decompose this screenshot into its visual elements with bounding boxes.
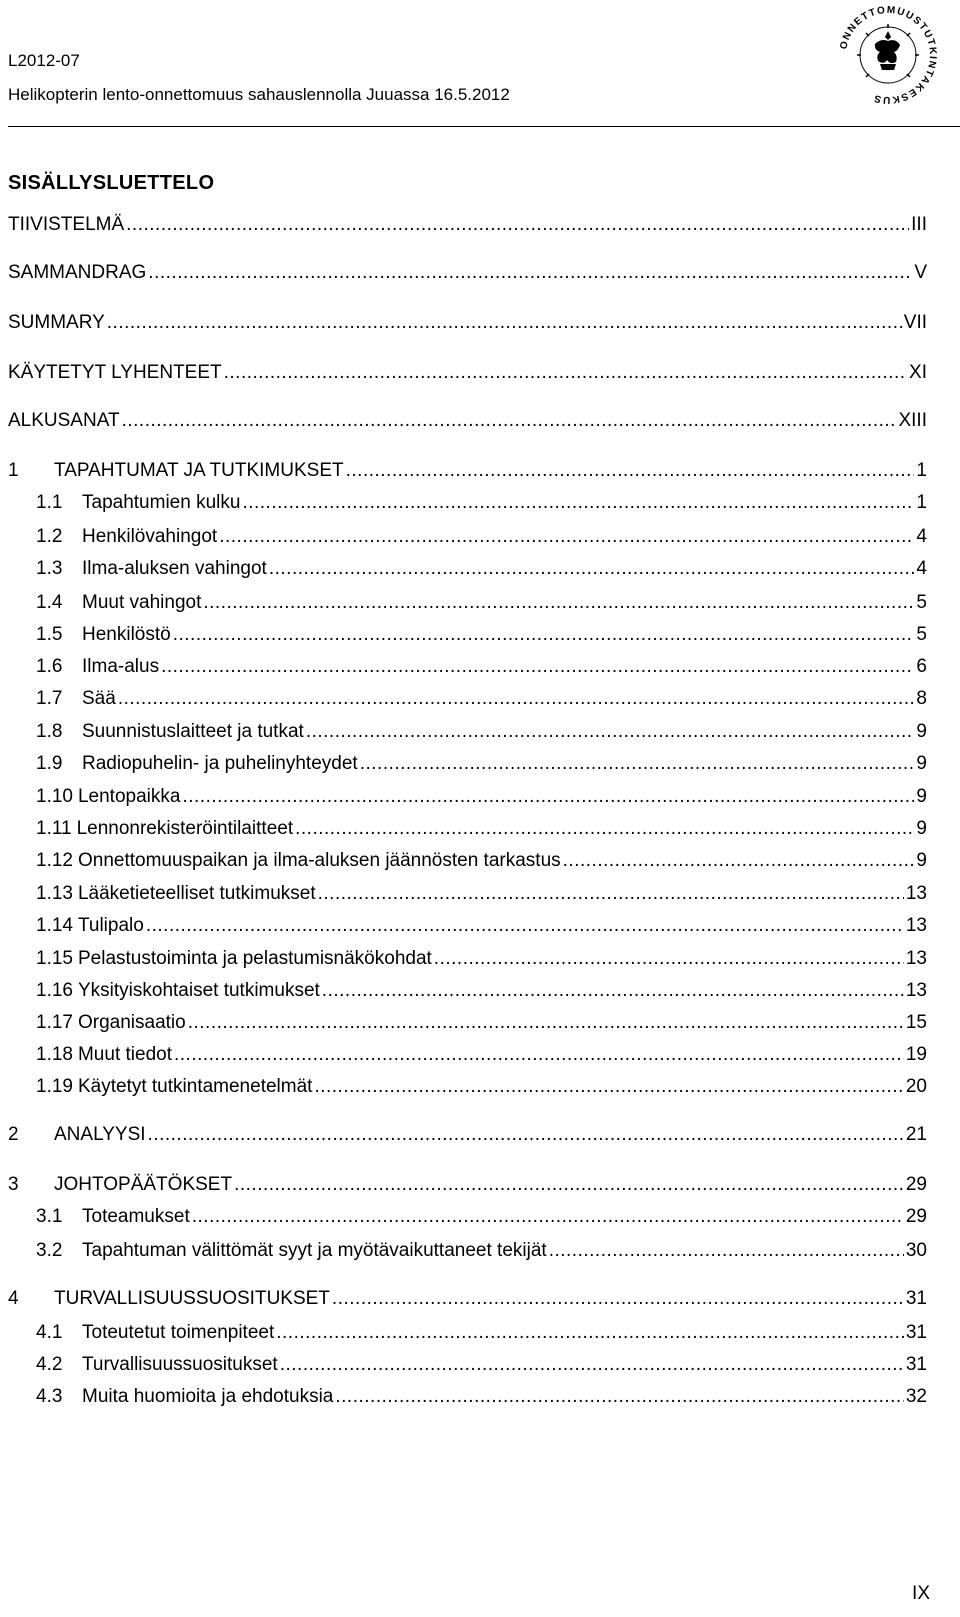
- dot-leader: [203, 592, 914, 614]
- toc-entry-number: 1.16: [36, 980, 73, 1001]
- toc-entry-number: 1.18: [36, 1044, 73, 1065]
- toc-entry-page: 8: [916, 688, 927, 709]
- toc-entry-page: 19: [905, 1044, 927, 1065]
- dot-leader: [118, 688, 915, 710]
- dot-leader: [318, 883, 904, 905]
- toc-entry-label: [8, 362, 222, 384]
- toc-entry[interactable]: [8, 1072, 927, 1098]
- toc-entry-page: 15: [905, 1012, 927, 1033]
- toc-entry-number: 4: [8, 1288, 19, 1309]
- toc-entry-title: TURVALLISUUSSUOSITUKSET: [54, 1288, 330, 1309]
- dot-leader: [148, 1124, 904, 1146]
- toc-entry-number: 1.2: [36, 526, 63, 547]
- toc-entry-page: 9: [916, 818, 927, 839]
- document-header: [8, 50, 510, 106]
- dot-leader: [126, 214, 909, 236]
- toc-entry[interactable]: [8, 814, 927, 840]
- toc-entry-page: 29: [905, 1206, 927, 1227]
- dot-leader: [173, 624, 915, 646]
- logo-ring-text: ONNETTOMUUSTUTKINTAKESKUS: [838, 4, 939, 106]
- toc-entry[interactable]: [8, 1202, 927, 1228]
- toc-entry-label: [36, 492, 240, 514]
- toc-entry-title: Sää: [82, 688, 116, 709]
- toc-entry-title: ALKUSANAT: [8, 410, 120, 431]
- toc-entry-number: 1.5: [36, 624, 63, 645]
- toc-entry[interactable]: [8, 782, 927, 808]
- toc-entry[interactable]: [8, 976, 927, 1002]
- toc-entry-number: 1.3: [36, 558, 63, 579]
- toc-entry-label: [36, 786, 180, 808]
- toc-entry-number: 1.13: [36, 883, 73, 904]
- toc-entry-label: [36, 1322, 274, 1344]
- toc-entry-page: 9: [916, 753, 927, 774]
- toc-entry-title: Lennonrekisteröintilaitteet: [76, 818, 294, 839]
- toc-entry[interactable]: [8, 749, 927, 775]
- toc-entry-title: Organisaatio: [77, 1012, 186, 1033]
- toc-entry-page: 13: [905, 883, 927, 904]
- toc-entry-label: [36, 915, 144, 937]
- toc-entry-label: [36, 688, 116, 710]
- toc-entry-label: [8, 1288, 330, 1310]
- header-rule: [8, 126, 960, 127]
- dot-leader: [269, 558, 915, 580]
- toc-entry[interactable]: [8, 522, 927, 548]
- toc-entry-label: [8, 312, 105, 334]
- dot-leader: [280, 1354, 904, 1376]
- dot-leader: [314, 1076, 903, 1098]
- toc-entry-page: 13: [905, 980, 927, 1001]
- toc-entry[interactable]: [8, 258, 927, 284]
- toc-entry-label: [8, 1124, 146, 1146]
- toc-entry[interactable]: [8, 1350, 927, 1376]
- toc-entry-page: III: [911, 214, 927, 235]
- toc-entry-title: Tapahtumien kulku: [82, 492, 241, 513]
- report-subtitle: Helikopterin lento-onnettomuus sahauslennolla Juuassa 16.5.2012: [8, 85, 510, 104]
- toc-entry[interactable]: [8, 210, 927, 236]
- toc-entry-label: [36, 656, 159, 678]
- dot-leader: [549, 1240, 904, 1262]
- toc-entry-number: 1.17: [36, 1012, 73, 1033]
- toc-entry[interactable]: [8, 684, 927, 710]
- toc-entry-title: Turvallisuussuositukset: [82, 1354, 278, 1375]
- toc-entry[interactable]: [8, 1008, 927, 1034]
- toc-entry-title: Muut tiedot: [77, 1044, 172, 1065]
- toc-entry[interactable]: [8, 879, 927, 905]
- toc-entry-label: [8, 1174, 232, 1196]
- toc-entry-page: 4: [916, 558, 927, 579]
- toc-entry-label: [36, 592, 201, 614]
- dot-leader: [161, 656, 914, 678]
- toc-entry-number: 1.7: [36, 688, 63, 709]
- toc-entry-number: 1.19: [36, 1076, 73, 1097]
- toc-entry-title: Suunnistuslaitteet ja tutkat: [82, 721, 304, 742]
- toc-entry[interactable]: [8, 911, 927, 937]
- toc-entry-page: 32: [905, 1386, 927, 1407]
- toc-entry-title: Käytetyt tutkintamenetelmät: [77, 1076, 313, 1097]
- toc-entry[interactable]: [8, 456, 927, 482]
- toc-entry-page: 9: [916, 786, 927, 807]
- toc-entry-label: [8, 410, 120, 432]
- toc-entry-number: 1.9: [36, 753, 63, 774]
- toc-entry-page: 5: [916, 592, 927, 613]
- dot-leader: [224, 362, 907, 384]
- toc-entry-label: [8, 460, 344, 482]
- toc-entry-page: 29: [905, 1174, 927, 1195]
- toc-entry[interactable]: [8, 1382, 927, 1408]
- toc-entry[interactable]: [8, 308, 927, 334]
- toc-entry-number: 1.15: [36, 948, 73, 969]
- dot-leader: [306, 721, 915, 743]
- toc-entry-title: SAMMANDRAG: [8, 262, 147, 283]
- toc-entry[interactable]: [8, 846, 927, 872]
- toc-entry-page: 13: [905, 915, 927, 936]
- toc-entry-number: 1.14: [36, 915, 73, 936]
- toc-entry-number: 1: [8, 460, 19, 481]
- toc-entry-label: [36, 624, 171, 646]
- toc-entry-number: 1.1: [36, 492, 63, 513]
- toc-entry-page: 31: [905, 1354, 927, 1375]
- toc-entry-label: [36, 558, 267, 580]
- toc-entry-number: 1.12: [36, 850, 73, 871]
- toc-entry[interactable]: [8, 406, 927, 432]
- toc-entry-page: 6: [916, 656, 927, 677]
- dot-leader: [322, 980, 904, 1002]
- toc-entry-page: 4: [916, 526, 927, 547]
- toc-entry-number: 1.11: [36, 818, 72, 839]
- toc-entry-title: Onnettomuuspaikan ja ilma-aluksen jäännösten tarkastus: [77, 850, 561, 871]
- toc-entry-title: Yksityiskohtaiset tutkimukset: [77, 980, 320, 1001]
- toc-entry[interactable]: [8, 588, 927, 614]
- toc-entry-number: 2: [8, 1124, 19, 1145]
- toc-entry-page: 31: [905, 1322, 927, 1343]
- dot-leader: [276, 1322, 904, 1344]
- toc-entry-title: Henkilövahingot: [82, 526, 218, 547]
- toc-entry-title: Muita huomioita ja ehdotuksia: [82, 1386, 334, 1407]
- toc-entry-title: JOHTOPÄÄTÖKSET: [54, 1174, 233, 1195]
- toc-entry-label: [36, 1354, 278, 1376]
- report-id: L2012-07: [8, 51, 80, 70]
- toc-entry-title: KÄYTETYT LYHENTEET: [8, 362, 222, 383]
- toc-entry-number: 3.2: [36, 1240, 63, 1261]
- toc-entry[interactable]: [8, 554, 927, 580]
- toc-entry-title: Ilma-alus: [82, 656, 160, 677]
- toc-entry[interactable]: [8, 1170, 927, 1196]
- toc-entry-title: Muut vahingot: [82, 592, 202, 613]
- toc-entry[interactable]: [8, 1040, 927, 1066]
- toc-entry-label: [36, 526, 217, 548]
- dot-leader: [192, 1206, 904, 1228]
- toc-entry-title: Tulipalo: [77, 915, 144, 936]
- toc-entry-number: 1.6: [36, 656, 63, 677]
- toc-entry-number: 4.3: [36, 1386, 63, 1407]
- toc-entry[interactable]: [8, 652, 927, 678]
- toc-entry-page: 20: [905, 1076, 927, 1097]
- toc-entry[interactable]: [8, 717, 927, 743]
- toc-entry-number: 4.1: [36, 1322, 63, 1343]
- dot-leader: [234, 1174, 904, 1196]
- toc-entry-label: [36, 818, 293, 840]
- dot-leader: [563, 850, 915, 872]
- toc-entry[interactable]: [8, 488, 927, 514]
- dot-leader: [182, 786, 914, 808]
- toc-entry-title: Tapahtuman välittömät syyt ja myötävaikuttaneet tekijät: [82, 1240, 547, 1261]
- toc-entry[interactable]: [8, 944, 927, 970]
- toc-entry-number: 4.2: [36, 1354, 63, 1375]
- toc-entry[interactable]: [8, 1318, 927, 1344]
- toc-entry-title: Lentopaikka: [77, 786, 181, 807]
- toc-entry[interactable]: [8, 1236, 927, 1262]
- toc-entry-number: 1.4: [36, 592, 63, 613]
- toc-entry-page: 30: [905, 1240, 927, 1261]
- toc-entry-page: XIII: [898, 410, 927, 431]
- toc-entry-title: Toteamukset: [82, 1206, 190, 1227]
- toc-entry-page: 1: [916, 492, 927, 513]
- toc-entry-label: [36, 850, 561, 872]
- toc-entry-title: ANALYYSI: [54, 1124, 146, 1145]
- dot-leader: [360, 753, 915, 775]
- toc-entry-number: 1.8: [36, 721, 63, 742]
- toc-entry-page: V: [914, 262, 927, 283]
- toc-entry-page: 9: [916, 850, 927, 871]
- toc-entry-label: [36, 1076, 312, 1098]
- toc-entry-number: 3.1: [36, 1206, 63, 1227]
- page-number: IX: [912, 1583, 930, 1604]
- toc-entry-label: [36, 1386, 333, 1408]
- toc-entry-title: Radiopuhelin- ja puhelinyhteydet: [82, 753, 358, 774]
- toc-entry-title: TIIVISTELMÄ: [8, 214, 125, 235]
- toc-entry[interactable]: [8, 1284, 927, 1310]
- dot-leader: [188, 1012, 904, 1034]
- toc-entry-page: XI: [909, 362, 927, 383]
- toc-entry-label: [36, 1044, 172, 1066]
- toc-entry-label: [8, 214, 124, 236]
- toc-entry-label: [36, 1012, 186, 1034]
- toc-title: SISÄLLYSLUETTELO: [8, 172, 215, 194]
- toc-entry-page: 5: [916, 624, 927, 645]
- toc-entry[interactable]: [8, 1120, 927, 1146]
- toc-entry-title: Henkilöstö: [82, 624, 171, 645]
- toc-entry-label: [36, 1206, 190, 1228]
- toc-entry-title: Toteutetut toimenpiteet: [82, 1322, 275, 1343]
- toc-entry-label: [36, 980, 320, 1002]
- dot-leader: [295, 818, 914, 840]
- toc-entry-label: [36, 721, 304, 743]
- toc-entry-label: [36, 1240, 547, 1262]
- dot-leader: [242, 492, 914, 514]
- toc-entry-title: Lääketieteelliset tutkimukset: [77, 883, 316, 904]
- toc-entry-page: 21: [905, 1124, 927, 1145]
- dot-leader: [219, 526, 914, 548]
- toc-entry-title: SUMMARY: [8, 312, 105, 333]
- dot-leader: [434, 948, 904, 970]
- toc-entry-number: 1.10: [36, 786, 73, 807]
- dot-leader: [335, 1386, 903, 1408]
- toc-entry-title: Pelastustoiminta ja pelastumisnäkökohdat: [77, 948, 432, 969]
- toc-entry-page: 1: [916, 460, 927, 481]
- dot-leader: [174, 1044, 904, 1066]
- toc-entry-title: TAPAHTUMAT JA TUTKIMUKSET: [54, 460, 344, 481]
- toc-entry[interactable]: [8, 358, 927, 384]
- agency-seal-logo: [828, 0, 948, 110]
- toc-entry-label: [36, 883, 316, 905]
- toc-entry-page: VII: [903, 312, 927, 333]
- dot-leader: [148, 262, 912, 284]
- toc-entry-title: Ilma-aluksen vahingot: [82, 558, 267, 579]
- toc-entry-label: [8, 262, 146, 284]
- toc-entry-page: 9: [916, 721, 927, 742]
- dot-leader: [346, 460, 915, 482]
- dot-leader: [107, 312, 902, 334]
- toc-entry-page: 13: [905, 948, 927, 969]
- toc-entry-label: [36, 948, 432, 970]
- toc-entry-label: [36, 753, 358, 775]
- toc-entry-page: 31: [905, 1288, 927, 1309]
- dot-leader: [146, 915, 904, 937]
- toc-entry-number: 3: [8, 1174, 19, 1195]
- toc-entry[interactable]: [8, 620, 927, 646]
- dot-leader: [122, 410, 897, 432]
- dot-leader: [332, 1288, 904, 1310]
